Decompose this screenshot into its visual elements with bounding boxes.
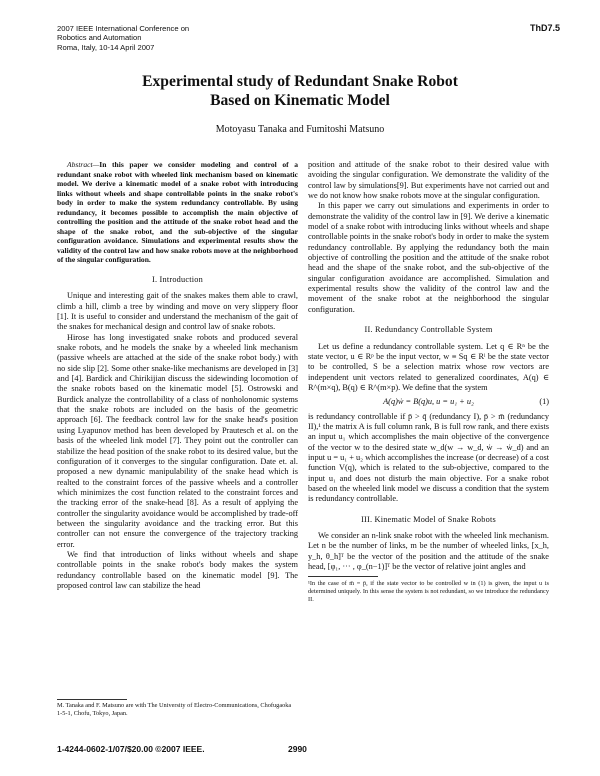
section-heading-redundancy: II. Redundancy Controllable System xyxy=(364,325,493,335)
abstract-label: Abstract xyxy=(67,160,93,169)
paragraph: Hirose has long investigated snake robots and produced several snake robots, and he models the snake by a wheeled link mechanism (passive wheels are attached at the side of the snake robot body.) with no side slip [2]. Some other snake-like mechanisms are developed in [3] and [4]. Bardick and Chirikijian discuss the sidewinding locomotion of the snake robots based on the kinematic model [5]. Ostrowski and Burdick analyze the controllability of a class of nonholonomic systems that the snake robots are included on the basis of the geometric approach [6]. The feedback control law for the snake head's position using Lyapunov method has been developed by Prautesch et al. on the basis of the wheeled link model [7]. They point out the controller can stabilize the head position of the snake robot to its desired value, but the configuration of it converges to the singular configuration. Date et. al. proposed a new dynamic manipulability of the snake head which is realted to the constraint forces of the passive wheels and a controller which minimizes the cost function related to the constraint forces and the tracking error of the snake-head [8]. As a result of applying the controller the singularity avoidance would be accomplished by trade-off between the singularity avoidance and the tracking error. But this controller can not ensure the convergence of the trajectory tracking error. xyxy=(57,332,298,549)
abstract: Abstract—In this paper we consider modeling and control of a redundant snake robot with wheeled link mechanism based on kinematic model. We derive a kinematic model of a snake robot with introducing links without wheels and shape controllable points in the snake robot's body in order to make the system redundancy controllable. By using redundancy, it becomes possible to accomplish the main objective of controlling the position and the attitude of the snake robot head and the shape of the snake robot, and the sub-objective of the singular configuration avoidance. Simulations and experimental results show the validity of the control law and how snake robots move at the neighborhood of the singular configuration. xyxy=(57,160,298,265)
title-line: Experimental study of Redundant Snake Robot xyxy=(142,73,458,90)
equation-number: (1) xyxy=(539,397,549,407)
authors: Motoyasu Tanaka and Fumitoshi Matsuno xyxy=(215,124,385,135)
conference-header xyxy=(57,24,189,52)
conference-line: Robotics and Automation xyxy=(57,33,142,43)
paragraph: We find that introduction of links without wheels and shape controllable points in the snake robot's body makes the system redundancy controllable based on the kinematic model [9]. The proposed control law can stabilize the head xyxy=(57,549,298,590)
abstract-text: In this paper we consider modeling and control of a redundant snake robot with wheeled link mechanism based on kinematic model. We derive a kinematic model of a snake robot with introducing links without wheels and shape controllable points in the snake robot's body in order to make the system redundancy controllable. By using redundancy, it becomes possible to accomplish the main objective of controlling the position and the attitude of the snake robot head and the shape of the snake robot, and the sub-objective of the singular configuration avoidance. Simulations and experimental results show the validity of the control law and how snake robots move at the neighborhood of the singular configuration. xyxy=(57,160,298,265)
equation xyxy=(308,397,549,407)
title-line: Based on Kinematic Model xyxy=(210,92,390,109)
conference-line: 2007 IEEE International Conference on xyxy=(57,24,190,33)
right-column xyxy=(308,160,549,604)
paragraph: position and attitude of the snake robot to their desired value with avoiding the singular configuration. We demonstrate the validity of the control law by simulations[9]. But experiments have not carried out and we do not know how snake robots move at the singular configuration. xyxy=(308,160,549,201)
footnote-rule xyxy=(57,699,127,700)
affiliation-footnote: M. Tanaka and F. Matsuno are with The University of Electro-Communications, Chofugaoka 1-5-1, Chofu, Tokyo, Japan. xyxy=(57,702,292,717)
paragraph: In this paper we carry out simulations and experiments in order to demonstrate the validity of the control law in [9]. We derive a kinematic model of a snake robot with introducing links without wheels and shape controllable points in the snake robot's body in order to make the system redundancy controllable. By applying the redundancy both the main objective of controlling the position and the attitude of the snake robot head and the shape of the snake robot, and the sub-objective of the singular configuration avoidance are accomplished. Simulation and experimental results show the validity of the control law and the movement of the snake robot at the neighborhood the singular configuration. xyxy=(308,201,549,314)
redundancy-footnote: ¹In the case of m̄ = p̄, if the state vector to be controlled w in (1) is given, the input u is determined uniquely. In this sense the system is not redundant, so we introduce the redundancy II. xyxy=(308,580,549,603)
section-heading-kinematic-model: III. Kinematic Model of Snake Robots xyxy=(361,514,496,524)
paragraph: Let us define a redundancy controllable system. Let q ∈ Rⁿ be the state vector, u ∈ Rᵖ be the input vector, w ≡ Sq ∈ Rˡ be the state vector to be controlled, S be a selection matrix whose row vectors are independent unit vectors related to generalized coordinates, A(q) ∈ R^(m×q), B(q) ∈ R^(m×p). We define that the system xyxy=(308,341,549,392)
paper-title xyxy=(0,72,600,110)
footnote-rule xyxy=(308,576,378,577)
equation-body: A(q)ẇ = B(q)u, u = u₁ + u₂ xyxy=(383,397,474,407)
session-code: ThD7.5 xyxy=(529,23,560,33)
paragraph: Unique and interesting gait of the snakes makes them able to crawl, climb a hill, climb a tree by winding and move on very slippery floor [1]. It is useful to consider and understand the mechanism of the gait of the snakes for mechanical design and control law of snake robots. xyxy=(57,291,298,332)
left-column xyxy=(57,160,298,591)
isbn-footer: 1-4244-0602-1/07/$20.00 ©2007 IEEE. xyxy=(57,744,205,754)
paragraph: We consider an n-link snake robot with the wheeled link mechanism. Let n be the number of links, m be the number of wheeled links, [x_h, y_h, θ_h]ᵀ be the vector of the position and the attitude of the snake head, [φ₁, ··· , φ_(n−1)]ᵀ be the vector of relative joint angles and xyxy=(308,531,549,572)
paragraph: is redundancy controllable if p̄ > q̄ (redundancy I), p̄ > m̄ (redundancy II),¹ the matrix A is full column rank, B is full row rank, and there exists an input u₁ which accomplishes the main objective of the convergence of the vector w to the desired state w_d(w → w_d, ẇ → ẇ_d) and an input u = u₁ + u₂ which accomplishes the increase (or decrease) of a cost function V(q), which is related to the sub-objective, compared to the input u₁ and does not disturb the main objective. For a snake robot based on the wheeled link model we discuss a condition that the system is redundancy controllable. xyxy=(308,411,549,504)
section-heading-introduction: I. Introduction xyxy=(152,275,203,285)
conference-line: Roma, Italy, 10-14 April 2007 xyxy=(57,42,155,52)
page-number: 2990 xyxy=(288,744,307,754)
